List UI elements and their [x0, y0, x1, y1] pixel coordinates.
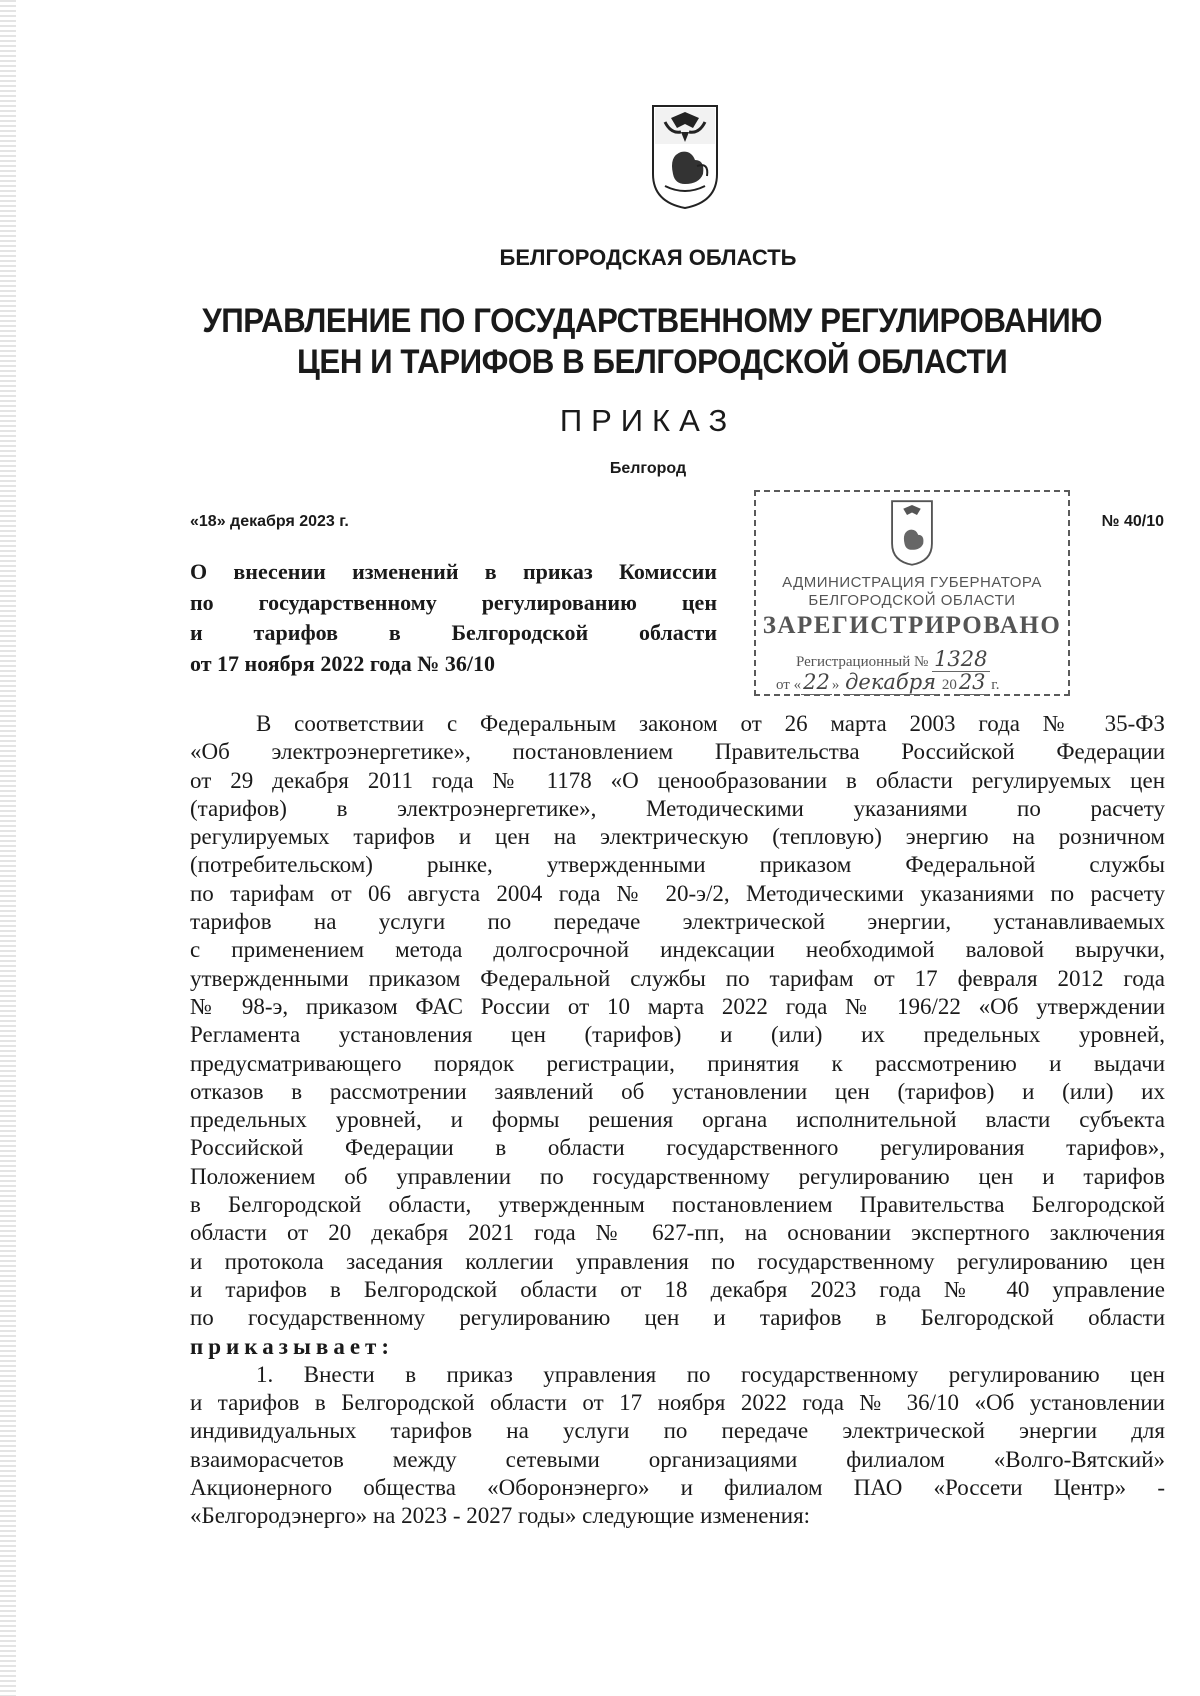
stamp-admin-line1: АДМИНИСТРАЦИЯ ГУБЕРНАТОРА	[782, 574, 1042, 591]
item-1-paragraph	[190, 1361, 1165, 1531]
stamp-year-value: 23	[958, 670, 986, 694]
body-line: регулируемых тарифов и цен на электрическую (тепловую) энергию на розничном	[190, 824, 1165, 850]
stamp-mid-quote: »	[831, 677, 840, 693]
body-line: и тарифов в Белгородской области от 17 ноября 2022 года № 36/10 «Об установлении	[190, 1390, 1165, 1416]
decree-word: приказывает:	[190, 1333, 394, 1359]
body-line: 1. Внести в приказ управления по государственному регулированию цен	[256, 1361, 1165, 1387]
agency-title-line1: УПРАВЛЕНИЕ ПО ГОСУДАРСТВЕННОМУ РЕГУЛИРОВАНИЮ	[202, 302, 1103, 340]
stamp-from-label: от «	[776, 677, 802, 693]
agency-title-line2: ЦЕН И ТАРИФОВ В БЕЛГОРОДСКОЙ ОБЛАСТИ	[297, 343, 1008, 381]
stamp-year-prefix: 20	[941, 677, 957, 693]
stamp-registered: ЗАРЕГИСТРИРОВАНО	[762, 612, 1062, 639]
body-line: предусматривающего порядок регистрации, принятия к рассмотрению и выдачи	[190, 1050, 1165, 1076]
body-line: Российской Федерации в области государственного регулирования тарифов»,	[190, 1135, 1165, 1161]
document-date: «18» декабря 2023 г.	[190, 513, 349, 530]
subject-line: от 17 ноября 2022 года № 36/10	[190, 650, 495, 676]
stamp-reg-number-value: 1328	[934, 647, 988, 671]
document-number: № 40/10	[1101, 513, 1164, 530]
body-line: (тарифов) в электроэнергетике», Методическими указаниями по расчету	[190, 795, 1165, 821]
body-line: Регламента установления цен (тарифов) и (или) их предельных уровней,	[190, 1022, 1165, 1048]
body-line: «Белгородэнерго» на 2023 - 2027 годы» следующие изменения:	[190, 1503, 811, 1529]
body-line: по тарифам от 06 августа 2004 года № 20-э/2, Методическими указаниями по расчету	[190, 880, 1165, 906]
body-line: В соответствии с Федеральным законом от 26 марта 2003 года № 35-ФЗ	[256, 711, 1165, 736]
stamp-day-value: 22	[803, 670, 830, 694]
body-line: отказов в рассмотрении заявлений об установлении цен (тарифов) и (или) их	[190, 1078, 1165, 1104]
subject-line: по государственному регулированию цен	[190, 589, 717, 615]
body-line: и протокола заседания коллегии управления по государственному регулированию цен	[190, 1248, 1165, 1274]
subject-line: и тарифов в Белгородской области	[190, 620, 717, 645]
body-line: и тарифов в Белгородской области от 18 декабря 2023 года № 40 управление	[190, 1276, 1165, 1302]
stamp-coat-of-arms-icon	[888, 500, 936, 566]
body-line: предельных уровней, и формы решения органа исполнительной власти субъекта	[190, 1107, 1165, 1133]
body-line: индивидуальных тарифов на услуги по передаче электрической энергии для	[190, 1418, 1165, 1444]
stamp-month-value: декабря	[845, 670, 937, 694]
body-line: Акционерного общества «Оборонэнерго» и филиалом ПАО «Россети Центр» -	[190, 1475, 1165, 1501]
body-line: тарифов на услуги по передаче электрической энергии, устанавливаемых	[190, 909, 1165, 935]
region-title: БЕЛГОРОДСКАЯ ОБЛАСТЬ	[499, 245, 797, 270]
subject-line: О внесении изменений в приказ Комиссии	[190, 559, 717, 584]
stamp-date-row	[776, 670, 1000, 695]
registration-stamp	[754, 490, 1070, 696]
body-line: в Белгородской области, утвержденным постановлением Правительства Белгородской	[190, 1192, 1165, 1218]
body-line: № 98-э, приказом ФАС России от 10 марта 2022 года № 196/22 «Об утверждении	[190, 993, 1165, 1019]
stamp-reg-number-label: Регистрационный №	[796, 654, 929, 670]
coat-of-arms-icon	[651, 104, 719, 210]
body-line: взаиморасчетов между сетевыми организациями филиалом «Волго-Вятский»	[190, 1446, 1165, 1472]
document-type: ПРИКАЗ	[559, 403, 737, 438]
document-subject	[190, 557, 717, 679]
preamble-paragraph	[190, 710, 1165, 1361]
body-line: по государственному регулированию цен и тарифов в Белгородской области	[190, 1305, 1165, 1331]
body-line: с применением метода долгосрочной индексации необходимой валовой выручки,	[190, 937, 1165, 963]
body-line: утвержденными приказом Федеральной службы по тарифам от 17 февраля 2012 года	[190, 965, 1165, 991]
document-body	[190, 710, 1165, 1531]
body-line: Положением об управлении по государственному регулированию цен и тарифов	[190, 1163, 1165, 1189]
body-line: (потребительском) рынке, утвержденными приказом Федеральной службы	[190, 852, 1165, 878]
stamp-year-suffix: г.	[991, 677, 1000, 693]
city: Белгород	[609, 460, 687, 477]
body-line: от 29 декабря 2011 года № 1178 «О ценообразовании в области регулируемых цен	[190, 767, 1165, 793]
body-line: «Об электроэнергетике», постановлением Правительства Российской Федерации	[190, 739, 1165, 765]
body-line: области от 20 декабря 2021 года № 627-пп, на основании экспертного заключения	[190, 1220, 1165, 1246]
stamp-reg-number-row	[796, 647, 990, 672]
stamp-admin-line2: БЕЛГОРОДСКОЙ ОБЛАСТИ	[808, 592, 1016, 609]
